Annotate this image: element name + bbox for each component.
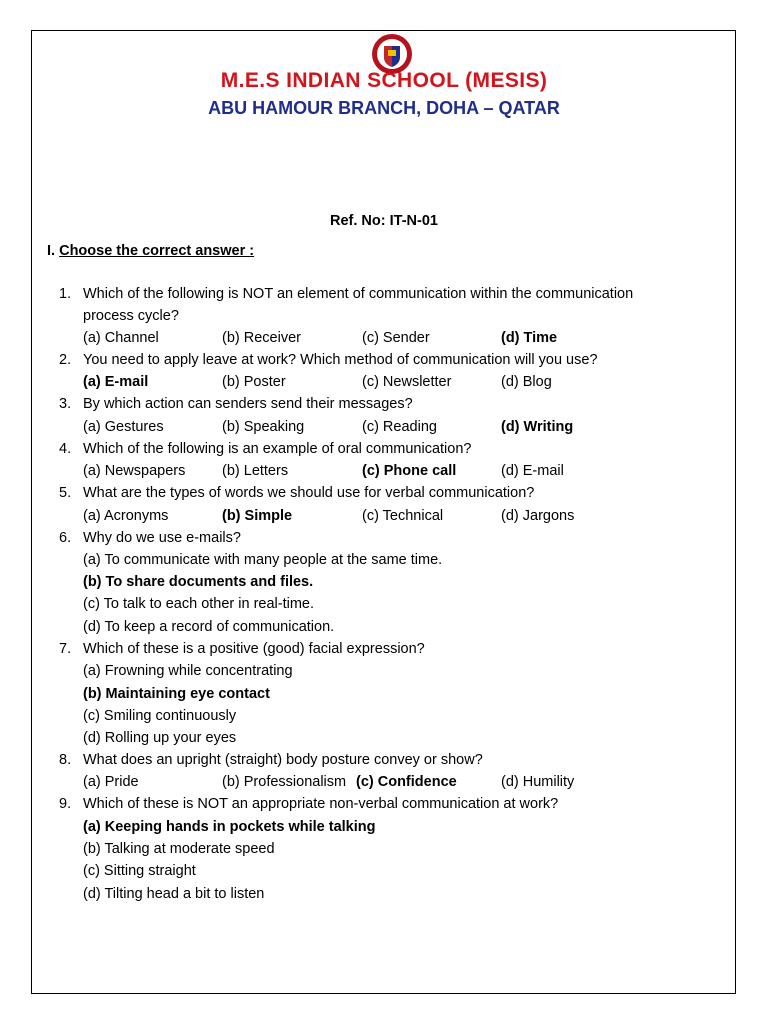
question-number: 4. <box>59 441 72 457</box>
question-text: Which of these is a positive (good) facial expression? <box>83 641 425 657</box>
option: (b) Poster <box>222 374 286 390</box>
correct-option: (a) Keeping hands in pockets while talking <box>83 819 376 835</box>
option: (b) Talking at moderate speed <box>83 841 275 857</box>
question-number: 9. <box>59 796 72 812</box>
section-title: Choose the correct answer : <box>59 243 255 259</box>
option: (a) Frowning while concentrating <box>83 663 293 679</box>
question-number: 1. <box>59 286 72 302</box>
option: (c) Smiling continuously <box>83 708 237 724</box>
question-number: 5. <box>59 485 72 501</box>
option: (d) Jargons <box>501 508 575 524</box>
question-text: Which of these is NOT an appropriate non-verbal communication at work? <box>83 796 559 812</box>
correct-option: (a) E-mail <box>83 374 149 390</box>
school-branch: ABU HAMOUR BRANCH, DOHA – QATAR <box>208 98 560 118</box>
section-heading <box>47 243 254 259</box>
option: (d) Rolling up your eyes <box>83 730 237 746</box>
option: (c) Technical <box>362 508 444 524</box>
correct-option: (d) Time <box>501 330 558 346</box>
option: (a) Newspapers <box>83 463 186 479</box>
question-number: 2. <box>59 352 72 368</box>
question-text: What does an upright (straight) body posture convey or show? <box>83 752 483 768</box>
option: (d) Tilting head a bit to listen <box>83 886 265 902</box>
reference-number: Ref. No: IT-N-01 <box>330 213 438 229</box>
option: (c) Reading <box>362 419 437 435</box>
option: (b) Letters <box>222 463 289 479</box>
question-number: 6. <box>59 530 72 546</box>
option: (b) Professionalism <box>222 774 347 790</box>
question-text: By which action can senders send their messages? <box>83 396 413 412</box>
question-number: 8. <box>59 752 72 768</box>
correct-option: (c) Phone call <box>362 463 457 479</box>
correct-option: (b) Simple <box>222 508 293 524</box>
option: (a) Acronyms <box>83 508 169 524</box>
correct-option: (d) Writing <box>501 419 574 435</box>
option: (d) E-mail <box>501 463 564 479</box>
option: (c) Sitting straight <box>83 863 196 879</box>
question-text: Why do we use e-mails? <box>83 530 241 546</box>
question-text: You need to apply leave at work? Which method of communication will you use? <box>83 352 598 368</box>
option: (c) To talk to each other in real-time. <box>83 596 315 612</box>
option: (d) To keep a record of communication. <box>83 619 335 635</box>
option: (a) To communicate with many people at the same time. <box>83 552 443 568</box>
option: (a) Gestures <box>83 419 164 435</box>
question-text: process cycle? <box>83 308 179 324</box>
option: (d) Blog <box>501 374 552 390</box>
option: (a) Channel <box>83 330 159 346</box>
option: (b) Speaking <box>222 419 305 435</box>
question-number: 3. <box>59 396 72 412</box>
option: (c) Newsletter <box>362 374 452 390</box>
correct-option: (b) Maintaining eye contact <box>83 686 270 702</box>
school-name: M.E.S INDIAN SCHOOL (MESIS) <box>220 69 548 92</box>
question-number: 7. <box>59 641 72 657</box>
correct-option: (b) To share documents and files. <box>83 574 314 590</box>
section-number: I. <box>47 243 56 259</box>
question-text: Which of the following is NOT an element of communication within the communication <box>83 286 634 302</box>
question-text: What are the types of words we should use for verbal communication? <box>83 485 535 501</box>
question-text: Which of the following is an example of oral communication? <box>83 441 472 457</box>
option: (b) Receiver <box>222 330 301 346</box>
correct-option: (c) Confidence <box>356 774 457 790</box>
option: (d) Humility <box>501 774 575 790</box>
option: (c) Sender <box>362 330 430 346</box>
option: (a) Pride <box>83 774 139 790</box>
